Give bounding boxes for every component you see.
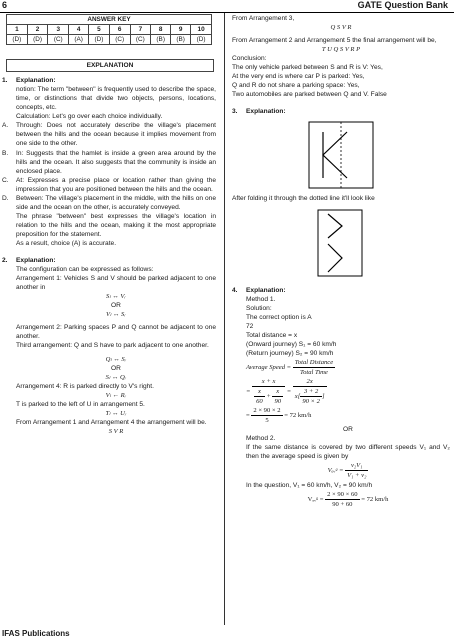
vavg-den: V₁ + v₂ xyxy=(347,472,367,480)
q2-arr5-m: Tₗ ↔ Uᵣ xyxy=(105,409,127,417)
q4-solution: Solution: xyxy=(246,304,272,312)
vavg2-den: 90 + 60 xyxy=(332,500,353,508)
q1-option-text: Through: Does not accurately describe the village's placement between the hills and the ocean because it implies movement from one side to the other. xyxy=(16,122,216,148)
q4-heading: Explanation: xyxy=(246,286,286,294)
q3-figure-original xyxy=(305,120,377,190)
q1-result: As a result, choice (A) is accurate. xyxy=(16,239,117,247)
q4-method1: Method 1. xyxy=(246,295,276,303)
q4-72: 72 xyxy=(246,322,254,330)
vavg-lhs: Vₐᵥᵍ = xyxy=(327,467,344,475)
q2-block xyxy=(2,256,216,436)
q2-arr3-m1: Qₗ ↔ Sᵣ xyxy=(105,355,127,363)
avg-den: Total Time xyxy=(300,368,328,376)
q1-block xyxy=(2,76,216,121)
q2-arr2: Arrangement 2: Parking spaces P and Q cannot be adjacent to one another. xyxy=(16,324,216,341)
q1-options xyxy=(2,121,216,211)
q4-number: 4. xyxy=(232,286,238,294)
answer-key-answer: (D) xyxy=(7,35,28,45)
answer-key-number: 10 xyxy=(191,25,212,35)
q2-arr3-m2: Sₗ ↔ Qᵣ xyxy=(105,373,127,381)
answer-key-answer: (D) xyxy=(191,35,212,45)
footer-publisher: IFAS Publications xyxy=(2,629,70,638)
q1-option-text: Between: The village's placement in the middle, with the hills on one side and the ocean on the other, is accurately conveyed. xyxy=(16,194,216,211)
answer-key-number: 8 xyxy=(151,25,171,35)
eq1-dn1: x xyxy=(254,387,265,397)
column-divider xyxy=(224,13,225,625)
page-header xyxy=(0,0,454,13)
r-c3: Q and R do not share a parking space: Yes, xyxy=(232,82,360,90)
answer-key-numbers xyxy=(7,25,212,35)
r-arr3: From Arrangement 3, xyxy=(232,15,295,22)
q4-method2: Method 2. xyxy=(246,435,276,443)
page-number: 6 xyxy=(2,0,8,10)
answer-key-number: 4 xyxy=(69,25,89,35)
answer-key-title: ANSWER KEY xyxy=(7,15,212,25)
vavg-num: v₂V₁ xyxy=(345,461,368,471)
explanation-title: EXPLANATION xyxy=(6,59,214,72)
answer-key-answer: (D) xyxy=(89,35,110,45)
q2-intro: The configuration can be expressed as follows: xyxy=(16,266,154,274)
eq2-num: 2 × 90 × 2 xyxy=(251,406,282,416)
q1-option-text: At: Expresses a precise place or location rather than giving the impression that you are positioned between the hills and the ocean. xyxy=(16,176,216,193)
q1-option-letter: A. xyxy=(2,122,9,130)
answer-key-number: 6 xyxy=(109,25,130,35)
r-final: From Arrangement 2 and Arrangement 5 the final arrangement will be, xyxy=(232,37,437,45)
q3-number: 3. xyxy=(232,108,238,116)
r-c1: The only vehicle parked between S and R is V: Yes, xyxy=(232,64,383,72)
q4-total-distance: Total distance = x xyxy=(246,331,298,339)
q1-option xyxy=(2,176,216,194)
q1-option xyxy=(2,194,216,212)
q2-arr1-m1: Sₗ ↔ Vᵣ xyxy=(106,293,126,301)
answer-key-answer: (C) xyxy=(130,35,151,45)
q2-or-1: OR xyxy=(111,302,121,310)
q4-block xyxy=(232,286,450,509)
q4-in-question: In the question, V₁ = 60 km/h, V₂ = 90 km/h xyxy=(246,481,373,489)
answer-key-answer: (B) xyxy=(151,35,171,45)
eq1-rd-n: 3 + 2 xyxy=(300,387,322,397)
answer-key-answer: (B) xyxy=(171,35,191,45)
r-c2: At the very end is where car P is parked: Yes, xyxy=(232,73,365,81)
q3-fold-text: After folding it through the dotted line it'll look like xyxy=(232,195,375,203)
q2-arr4-m: Vₗ ← Rᵣ xyxy=(105,391,127,399)
eq1-dd2: 90 xyxy=(274,398,282,406)
vavg2-result: = 72 km/h xyxy=(361,495,389,503)
eq1-rd-d: 90 × 2 xyxy=(302,398,320,406)
q1-number: 1. xyxy=(2,77,8,85)
q4-eq2: = $\frac{2 \times 90 \times 2}{5}$ = 72 km/h xyxy=(246,407,312,425)
q4-method2-text: If the same distance is covered by two different speeds V₁ and V₂ then the average speed is given by xyxy=(246,444,450,461)
q4-vavg-formula xyxy=(246,461,450,480)
q4-eq1: = x + x $\frac{x}{60}$ + $\frac{x}{90}$ = 2x x[ $\frac{3 + 2}{90 \times 2}$ ] xyxy=(246,377,325,406)
answer-key-answer: (D) xyxy=(27,35,48,45)
eq1-dd1: 60 xyxy=(256,398,263,406)
q2-arr6: From Arrangement 1 and Arrangement 4 the arrangement will be. xyxy=(16,418,207,426)
r-c4: Two automobiles are parked between Q and V. False xyxy=(232,91,387,99)
q3-block xyxy=(232,107,450,116)
r-final-m: T U Q S V R P xyxy=(321,46,361,54)
answer-key-table xyxy=(6,14,212,45)
answer-key-answer: (C) xyxy=(109,35,130,45)
answer-key-number: 3 xyxy=(48,25,69,35)
answer-key-number: 9 xyxy=(171,25,191,35)
eq1-num: x + x xyxy=(252,377,285,387)
q2-arr5: T is parked to the left of U in arrangement 5. xyxy=(16,400,145,408)
q1-option-letter: B. xyxy=(2,149,9,157)
answer-key-number: 7 xyxy=(130,25,151,35)
q2-arr1-m2: Vₗ ↔ Sᵣ xyxy=(106,311,126,319)
q2-number: 2. xyxy=(2,257,8,265)
q1-option xyxy=(2,149,216,176)
eq1-rd-l: x xyxy=(294,393,298,401)
avg-lhs: Average Speed = xyxy=(246,363,292,371)
q4-vavg2 xyxy=(246,490,450,509)
answer-key-answer: (C) xyxy=(48,35,69,45)
vavg2-lhs: Vₐᵥᵍ = xyxy=(307,495,324,503)
answer-key-number: 2 xyxy=(27,25,48,35)
q3-figure-folded xyxy=(314,208,368,278)
q2-heading: Explanation: xyxy=(16,257,56,265)
eq1-rnum: 2x xyxy=(293,377,327,387)
q2-arr4: Arrangement 4: R is parked directly to V's right. xyxy=(16,382,154,390)
r-conclusion-heading: Conclusion: xyxy=(232,55,267,63)
q2-arr1: Arrangement 1: Vehicles S and V should be parked adjacent to one another in xyxy=(16,275,216,292)
q2-arr3: Third arrangement: Q and S have to park adjacent to one another. xyxy=(16,342,209,350)
left-column xyxy=(2,14,216,436)
q1-option-letter: C. xyxy=(2,176,9,184)
q1-option xyxy=(2,121,216,148)
q4-correct: The correct option is A xyxy=(246,313,312,321)
answer-key-answers xyxy=(7,35,212,45)
eq2-den: 5 xyxy=(265,417,269,425)
q4-avg-formula xyxy=(246,358,450,377)
q1-calculation: Calculation: Let's go over each choice individually. xyxy=(16,113,163,121)
answer-key-number: 5 xyxy=(89,25,110,35)
eq2-result: = 72 km/h xyxy=(284,412,312,420)
q1-heading: Explanation: xyxy=(16,77,56,85)
q4-or: OR xyxy=(343,426,353,434)
eq1-dn2: x xyxy=(272,387,283,397)
r-arr3-m: Q S V R xyxy=(330,24,352,32)
book-title: GATE Question Bank xyxy=(357,0,448,10)
q1-conclusion-text: The phrase "between" best expresses the village's location in relation to the hills and the ocean, making it the most appropriate preposition for the statement. xyxy=(16,212,216,238)
q2-arr6-m: S V R xyxy=(108,427,124,435)
q4-return: (Return journey) S₂ = 90 km/h xyxy=(246,349,334,357)
q2-or-2: OR xyxy=(111,364,121,372)
q1-notion: notion: The term "between" is frequently used to describe the space, time, or distinctions that divide two objects, persons, locations, concepts, etc. xyxy=(16,86,216,112)
vavg2-num: 2 × 90 × 60 xyxy=(325,490,360,500)
q4-onward: (Onward journey) S₁ = 60 km/h xyxy=(246,340,337,348)
q1-option-text: In: Suggests that the hamlet is inside a green area around by the hills and the ocean. It also suggests that the community is inside an enclosed place. xyxy=(16,149,216,175)
q1-option-letter: D. xyxy=(2,194,9,202)
avg-num: Total Distance xyxy=(293,358,335,368)
answer-key-answer: (A) xyxy=(69,35,89,45)
right-column xyxy=(232,14,450,509)
q3-heading: Explanation: xyxy=(246,108,286,116)
answer-key-number: 1 xyxy=(7,25,28,35)
